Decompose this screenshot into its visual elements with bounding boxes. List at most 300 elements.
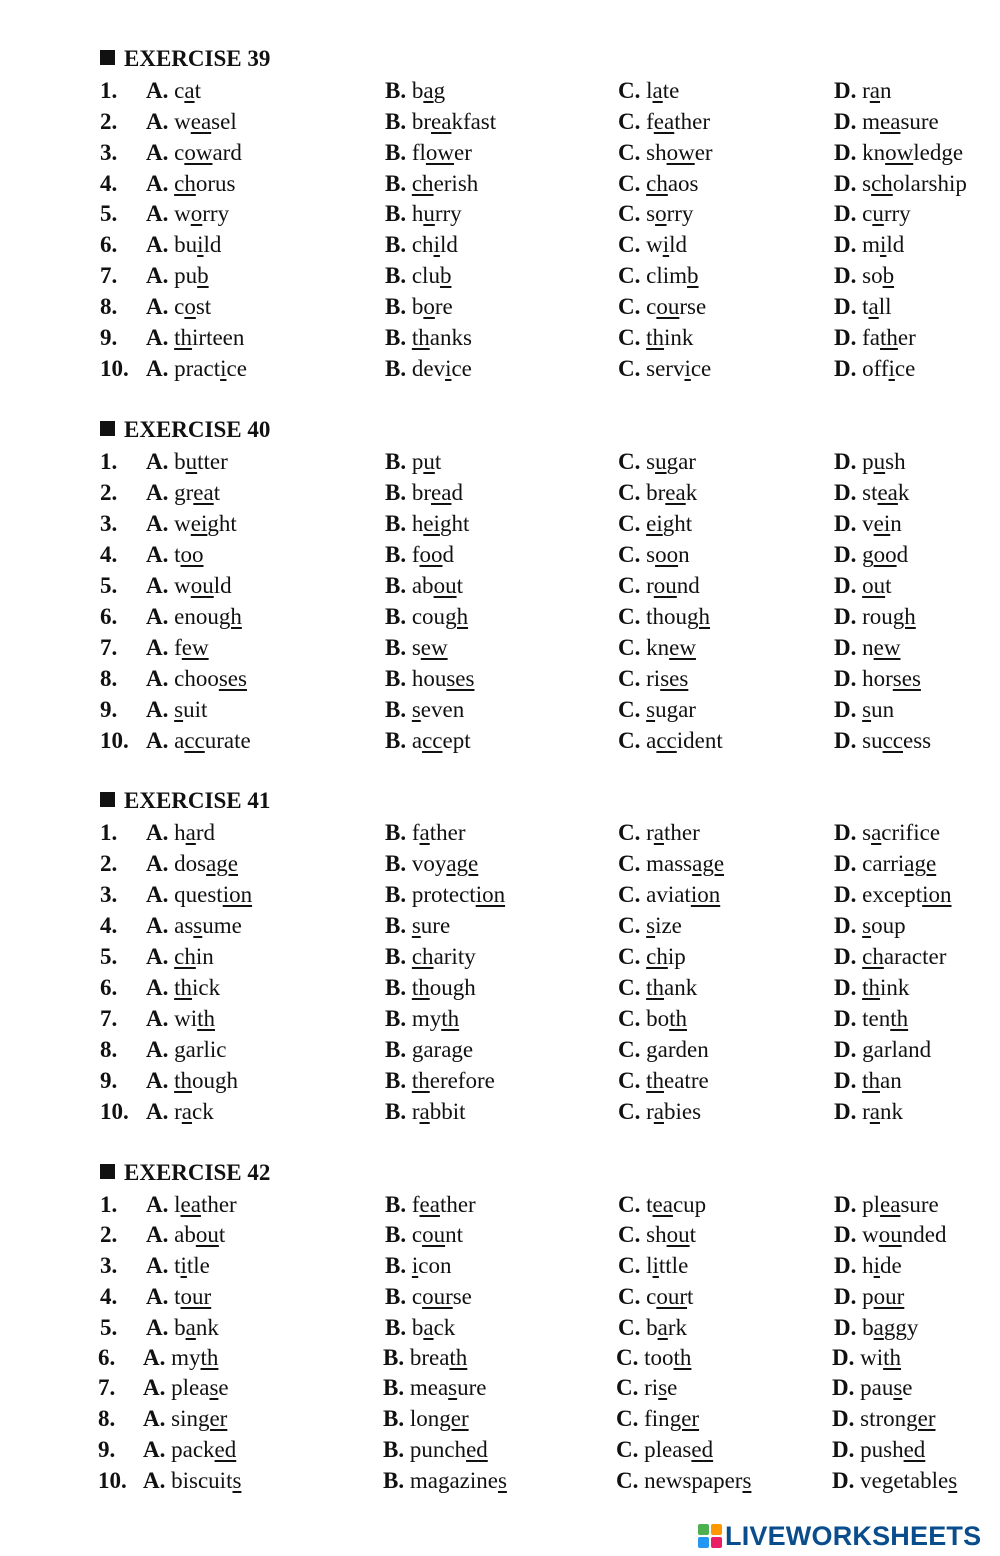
- answer-option[interactable]: [618, 168, 699, 199]
- answer-option[interactable]: [146, 137, 242, 168]
- underlined-sound: ou: [653, 573, 677, 598]
- answer-option[interactable]: [385, 663, 474, 694]
- underlined-sound: th: [646, 1068, 665, 1093]
- word-suffix: rry: [883, 201, 911, 226]
- underlined-sound: ses: [892, 666, 921, 691]
- underlined-sound: age: [904, 851, 937, 876]
- option-word: [862, 1284, 904, 1309]
- word-prefix: a: [174, 728, 185, 753]
- underlined-sound: i: [880, 232, 887, 257]
- answer-option[interactable]: [146, 291, 211, 322]
- answer-option[interactable]: [618, 477, 697, 508]
- answer-option[interactable]: [146, 1281, 211, 1312]
- answer-option[interactable]: [385, 941, 476, 972]
- word-suffix: ck: [433, 1315, 456, 1340]
- answer-option[interactable]: [834, 291, 892, 322]
- answer-option[interactable]: [618, 1065, 709, 1096]
- answer-option[interactable]: [385, 910, 450, 941]
- word-prefix: b: [411, 78, 424, 103]
- underlined-sound: ou: [433, 573, 457, 598]
- answer-option[interactable]: [618, 694, 696, 725]
- answer-option[interactable]: [832, 1465, 957, 1496]
- answer-option[interactable]: [383, 1342, 467, 1373]
- answer-option[interactable]: [385, 446, 441, 477]
- word-suffix: ank: [664, 975, 698, 1000]
- answer-option[interactable]: [834, 972, 909, 1003]
- word-prefix: r: [411, 1099, 420, 1124]
- answer-option[interactable]: [385, 1034, 473, 1065]
- word-suffix: ume: [202, 913, 242, 938]
- logo-tile: [698, 1524, 709, 1535]
- answer-option[interactable]: [385, 260, 451, 291]
- word-prefix: sh: [646, 1222, 667, 1247]
- answer-option[interactable]: [146, 477, 220, 508]
- option-word: [412, 263, 452, 288]
- word-prefix: wi: [860, 1345, 884, 1370]
- option-word: [174, 325, 244, 350]
- underlined-sound: our: [180, 1284, 212, 1309]
- underlined-sound: ses: [660, 666, 689, 691]
- answer-option[interactable]: [834, 694, 894, 725]
- word-prefix: v: [862, 511, 874, 536]
- word-suffix: rd: [195, 820, 216, 845]
- answer-option[interactable]: [618, 848, 724, 879]
- option-word: [862, 635, 900, 660]
- underlined-sound: ou: [422, 1222, 446, 1247]
- option-word: [412, 573, 463, 598]
- option-letter: C.: [618, 140, 641, 165]
- answer-option[interactable]: [834, 725, 931, 756]
- question-number: 5.: [100, 944, 118, 969]
- answer-option[interactable]: [618, 817, 700, 848]
- underlined-sound: ou: [190, 573, 214, 598]
- answer-option[interactable]: [834, 601, 916, 632]
- option-word: [862, 140, 963, 165]
- question-number: 7.: [100, 1006, 118, 1031]
- underlined-sound: oo: [180, 542, 204, 567]
- answer-option[interactable]: [834, 1219, 946, 1250]
- exercise-title-text: EXERCISE 40: [124, 417, 271, 442]
- option-letter: B.: [385, 697, 407, 722]
- answer-option[interactable]: [616, 1342, 691, 1373]
- answer-option[interactable]: [832, 1372, 913, 1403]
- option-word: [174, 1222, 225, 1247]
- answer-option[interactable]: [146, 972, 220, 1003]
- answer-option[interactable]: [618, 601, 710, 632]
- option-word: [646, 201, 693, 226]
- answer-option[interactable]: [618, 229, 687, 260]
- option-letter: B.: [383, 1345, 405, 1370]
- answer-option[interactable]: [834, 663, 921, 694]
- answer-option[interactable]: [834, 570, 892, 601]
- answer-option[interactable]: [385, 106, 496, 137]
- answer-option[interactable]: [146, 1096, 214, 1127]
- underlined-sound: a: [653, 820, 665, 845]
- answer-option[interactable]: [385, 1189, 476, 1220]
- option-letter: B.: [383, 1437, 405, 1462]
- answer-option[interactable]: [618, 198, 693, 229]
- option-word: [412, 542, 454, 567]
- answer-option[interactable]: [385, 848, 478, 879]
- word-prefix: mea: [409, 1375, 449, 1400]
- answer-option[interactable]: [385, 168, 478, 199]
- answer-option[interactable]: [146, 260, 209, 291]
- answer-option[interactable]: [834, 477, 909, 508]
- option-letter: D.: [834, 232, 857, 257]
- answer-option[interactable]: [834, 1281, 904, 1312]
- answer-option[interactable]: [143, 1403, 227, 1434]
- option-letter: B.: [385, 480, 407, 505]
- word-suffix: nded: [901, 1222, 947, 1247]
- answer-option[interactable]: [385, 198, 462, 229]
- option-letter: C.: [618, 1253, 641, 1278]
- answer-option[interactable]: [146, 1219, 225, 1250]
- answer-option[interactable]: [618, 1003, 687, 1034]
- answer-option[interactable]: [834, 1065, 902, 1096]
- underlined-sound: o: [190, 201, 203, 226]
- question-number: 10.: [100, 1099, 129, 1124]
- option-word: [862, 604, 916, 629]
- answer-option[interactable]: [383, 1434, 488, 1465]
- answer-option[interactable]: [834, 817, 940, 848]
- answer-option[interactable]: [146, 601, 242, 632]
- word-prefix: t: [862, 294, 869, 319]
- underlined-sound: ger: [439, 1406, 469, 1431]
- answer-option[interactable]: [618, 508, 692, 539]
- answer-option[interactable]: [618, 75, 679, 106]
- underlined-sound: ea: [880, 109, 901, 134]
- answer-option[interactable]: [834, 941, 946, 972]
- word-suffix: ick: [192, 975, 221, 1000]
- answer-option[interactable]: [832, 1403, 936, 1434]
- answer-option[interactable]: [146, 75, 201, 106]
- answer-option[interactable]: [616, 1465, 751, 1496]
- answer-option[interactable]: [143, 1434, 236, 1465]
- answer-option[interactable]: [834, 1003, 908, 1034]
- word-suffix: re: [434, 294, 453, 319]
- answer-option[interactable]: [385, 601, 468, 632]
- answer-option[interactable]: [385, 1250, 451, 1281]
- answer-option[interactable]: [146, 106, 237, 137]
- answer-option[interactable]: [618, 1034, 709, 1065]
- underlined-sound: a: [185, 820, 196, 845]
- underlined-sound: oo: [873, 542, 897, 567]
- question-number: 1.: [100, 1192, 118, 1217]
- option-letter: B.: [385, 325, 407, 350]
- option-letter: D.: [834, 1068, 857, 1093]
- answer-option[interactable]: [146, 322, 244, 353]
- underlined-sound: our: [873, 1284, 905, 1309]
- option-word: [412, 294, 453, 319]
- underlined-sound: a: [419, 820, 430, 845]
- answer-option[interactable]: [385, 632, 448, 663]
- answer-option[interactable]: [618, 322, 693, 353]
- answer-option[interactable]: [618, 632, 696, 663]
- answer-option[interactable]: [385, 1312, 455, 1343]
- answer-option[interactable]: [146, 694, 207, 725]
- answer-option[interactable]: [143, 1465, 241, 1496]
- underlined-sound: s: [658, 1375, 668, 1400]
- answer-option[interactable]: [834, 353, 915, 384]
- question-row: [0, 1372, 1000, 1403]
- word-prefix: clim: [646, 263, 688, 288]
- answer-option[interactable]: [385, 570, 463, 601]
- answer-option[interactable]: [834, 229, 904, 260]
- answer-option[interactable]: [618, 1312, 687, 1343]
- answer-option[interactable]: [616, 1403, 699, 1434]
- option-word: [862, 697, 894, 722]
- underlined-sound: age: [206, 851, 238, 876]
- answer-option[interactable]: [146, 570, 232, 601]
- question-row: [0, 260, 1000, 291]
- answer-option[interactable]: [618, 941, 686, 972]
- question-number: 8.: [98, 1406, 116, 1431]
- answer-option[interactable]: [834, 1250, 902, 1281]
- word-prefix: pu: [174, 263, 198, 288]
- word-prefix: thou: [646, 604, 688, 629]
- word-prefix: su: [862, 728, 883, 753]
- option-letter: D.: [834, 604, 857, 629]
- answer-option[interactable]: [146, 539, 204, 570]
- answer-option[interactable]: [146, 198, 229, 229]
- answer-option[interactable]: [385, 539, 454, 570]
- option-letter: B.: [385, 1253, 407, 1278]
- answer-option[interactable]: [834, 1312, 918, 1343]
- word-suffix: sel: [211, 109, 237, 134]
- underlined-sound: ea: [180, 1192, 201, 1217]
- answer-option[interactable]: [385, 972, 476, 1003]
- underlined-sound: cc: [656, 728, 677, 753]
- answer-option[interactable]: [618, 1250, 688, 1281]
- answer-option[interactable]: [143, 1372, 229, 1403]
- underlined-sound: ea: [190, 109, 212, 134]
- question-number: 6.: [100, 975, 118, 1000]
- option-letter: D.: [834, 449, 857, 474]
- option-letter: D.: [832, 1345, 855, 1370]
- answer-option[interactable]: [385, 725, 471, 756]
- answer-option[interactable]: [832, 1434, 925, 1465]
- option-letter: C.: [618, 356, 641, 381]
- word-prefix: r: [862, 78, 870, 103]
- answer-option[interactable]: [383, 1372, 486, 1403]
- answer-option[interactable]: [618, 1219, 696, 1250]
- underlined-sound: ea: [431, 480, 452, 505]
- word-prefix: fa: [862, 325, 880, 350]
- option-word: [646, 913, 682, 938]
- answer-option[interactable]: [834, 75, 892, 106]
- answer-option[interactable]: [146, 725, 251, 756]
- question-number: 5.: [100, 573, 118, 598]
- answer-option[interactable]: [618, 1189, 706, 1220]
- answer-option[interactable]: [618, 725, 723, 756]
- underlined-sound: i: [652, 1253, 659, 1278]
- answer-option[interactable]: [146, 1065, 238, 1096]
- question-number: 9.: [98, 1437, 116, 1462]
- underlined-sound: ed: [903, 1437, 926, 1462]
- answer-option[interactable]: [834, 322, 916, 353]
- answer-option[interactable]: [385, 322, 472, 353]
- exercise-title: [100, 787, 270, 815]
- answer-option[interactable]: [385, 1096, 466, 1127]
- underlined-sound: s: [497, 1468, 507, 1493]
- option-word: [646, 975, 697, 1000]
- answer-option[interactable]: [618, 879, 720, 910]
- answer-option[interactable]: [143, 1342, 218, 1373]
- answer-option[interactable]: [146, 229, 221, 260]
- answer-option[interactable]: [146, 508, 237, 539]
- word-suffix: oup: [871, 913, 906, 938]
- answer-option[interactable]: [146, 1034, 226, 1065]
- word-prefix: off: [862, 356, 889, 381]
- answer-option[interactable]: [618, 972, 697, 1003]
- answer-option[interactable]: [834, 137, 963, 168]
- answer-option[interactable]: [385, 137, 472, 168]
- answer-option[interactable]: [834, 539, 908, 570]
- word-prefix: hou: [411, 666, 447, 691]
- option-letter: A.: [146, 109, 169, 134]
- answer-option[interactable]: [834, 198, 911, 229]
- word-prefix: h: [411, 511, 424, 536]
- option-letter: A.: [146, 1222, 169, 1247]
- question-number: 2.: [100, 109, 118, 134]
- word-prefix: c: [862, 201, 873, 226]
- answer-option[interactable]: [834, 1189, 939, 1220]
- option-letter: B.: [385, 201, 407, 226]
- answer-option[interactable]: [618, 137, 713, 168]
- answer-option[interactable]: [146, 353, 247, 384]
- word-suffix: er: [454, 140, 472, 165]
- answer-option[interactable]: [383, 1403, 469, 1434]
- answer-option[interactable]: [146, 168, 235, 199]
- word-prefix: fl: [411, 140, 426, 165]
- answer-option[interactable]: [146, 1312, 219, 1343]
- word-suffix: t: [434, 449, 442, 474]
- word-suffix: ce: [690, 356, 712, 381]
- answer-option[interactable]: [834, 446, 906, 477]
- word-prefix: c: [174, 294, 185, 319]
- underlined-sound: th: [174, 975, 193, 1000]
- underlined-sound: ei: [646, 511, 663, 536]
- answer-option[interactable]: [385, 1065, 495, 1096]
- underlined-sound: o: [655, 201, 667, 226]
- answer-option[interactable]: [385, 353, 472, 384]
- option-word: [644, 1437, 713, 1462]
- answer-option[interactable]: [618, 910, 682, 941]
- option-letter: C.: [618, 171, 641, 196]
- answer-option[interactable]: [618, 663, 688, 694]
- answer-option[interactable]: [616, 1434, 713, 1465]
- option-word: [412, 1099, 466, 1124]
- question-row: [0, 972, 1000, 1003]
- answer-option[interactable]: [618, 570, 700, 601]
- underlined-sound: i: [197, 232, 204, 257]
- option-letter: B.: [385, 511, 407, 536]
- answer-option[interactable]: [385, 817, 466, 848]
- answer-option[interactable]: [618, 353, 711, 384]
- answer-option[interactable]: [618, 1096, 701, 1127]
- option-word: [412, 851, 478, 876]
- answer-option[interactable]: [385, 694, 464, 725]
- underlined-sound: b: [687, 263, 699, 288]
- word-prefix: pl: [862, 1192, 881, 1217]
- answer-option[interactable]: [834, 260, 894, 291]
- answer-option[interactable]: [618, 106, 710, 137]
- answer-option[interactable]: [385, 477, 463, 508]
- answer-option[interactable]: [616, 1372, 677, 1403]
- answer-option[interactable]: [146, 941, 214, 972]
- question-number: 9.: [100, 325, 118, 350]
- answer-option[interactable]: [834, 168, 967, 199]
- answer-option[interactable]: [618, 291, 706, 322]
- answer-option[interactable]: [385, 229, 458, 260]
- answer-option[interactable]: [834, 632, 900, 663]
- option-letter: A.: [146, 78, 169, 103]
- option-letter: C.: [618, 604, 641, 629]
- answer-option[interactable]: [834, 1096, 903, 1127]
- answer-option[interactable]: [383, 1465, 507, 1496]
- answer-option[interactable]: [618, 260, 699, 291]
- answer-option[interactable]: [385, 508, 469, 539]
- answer-option[interactable]: [834, 106, 939, 137]
- answer-option[interactable]: [146, 663, 247, 694]
- answer-option[interactable]: [146, 1189, 237, 1220]
- answer-option[interactable]: [618, 539, 690, 570]
- answer-option[interactable]: [834, 1034, 931, 1065]
- option-word: [862, 1099, 903, 1124]
- word-prefix: n: [862, 635, 874, 660]
- answer-option[interactable]: [618, 1281, 693, 1312]
- answer-option[interactable]: [146, 1250, 210, 1281]
- answer-option[interactable]: [385, 1003, 459, 1034]
- answer-option[interactable]: [385, 1219, 463, 1250]
- answer-option[interactable]: [146, 817, 215, 848]
- word-prefix: c: [646, 294, 657, 319]
- word-prefix: c: [411, 1284, 423, 1309]
- question-row: [0, 570, 1000, 601]
- answer-option[interactable]: [146, 632, 209, 663]
- answer-option[interactable]: [832, 1342, 901, 1373]
- answer-option[interactable]: [146, 1003, 215, 1034]
- underlined-sound: g: [411, 1037, 424, 1062]
- option-word: [174, 604, 242, 629]
- answer-option[interactable]: [385, 879, 505, 910]
- option-word: [174, 263, 209, 288]
- option-word: [412, 728, 471, 753]
- underlined-sound: s: [646, 697, 656, 722]
- answer-option[interactable]: [618, 446, 696, 477]
- option-letter: D.: [834, 201, 857, 226]
- answer-option[interactable]: [385, 291, 453, 322]
- answer-option[interactable]: [385, 1281, 472, 1312]
- answer-option[interactable]: [146, 848, 238, 879]
- answer-option[interactable]: [146, 910, 242, 941]
- word-prefix: p: [862, 1284, 874, 1309]
- word-prefix: a: [411, 728, 423, 753]
- answer-option[interactable]: [834, 508, 902, 539]
- option-word: [862, 542, 908, 567]
- word-prefix: rou: [862, 604, 893, 629]
- option-word: [862, 851, 936, 876]
- word-suffix: ink: [664, 325, 694, 350]
- answer-option[interactable]: [834, 879, 952, 910]
- word-suffix: ledge: [913, 140, 964, 165]
- answer-option[interactable]: [146, 879, 252, 910]
- answer-option[interactable]: [385, 75, 445, 106]
- answer-option[interactable]: [146, 446, 228, 477]
- answer-option[interactable]: [834, 910, 906, 941]
- question-number: 8.: [100, 1037, 118, 1062]
- answer-option[interactable]: [834, 848, 936, 879]
